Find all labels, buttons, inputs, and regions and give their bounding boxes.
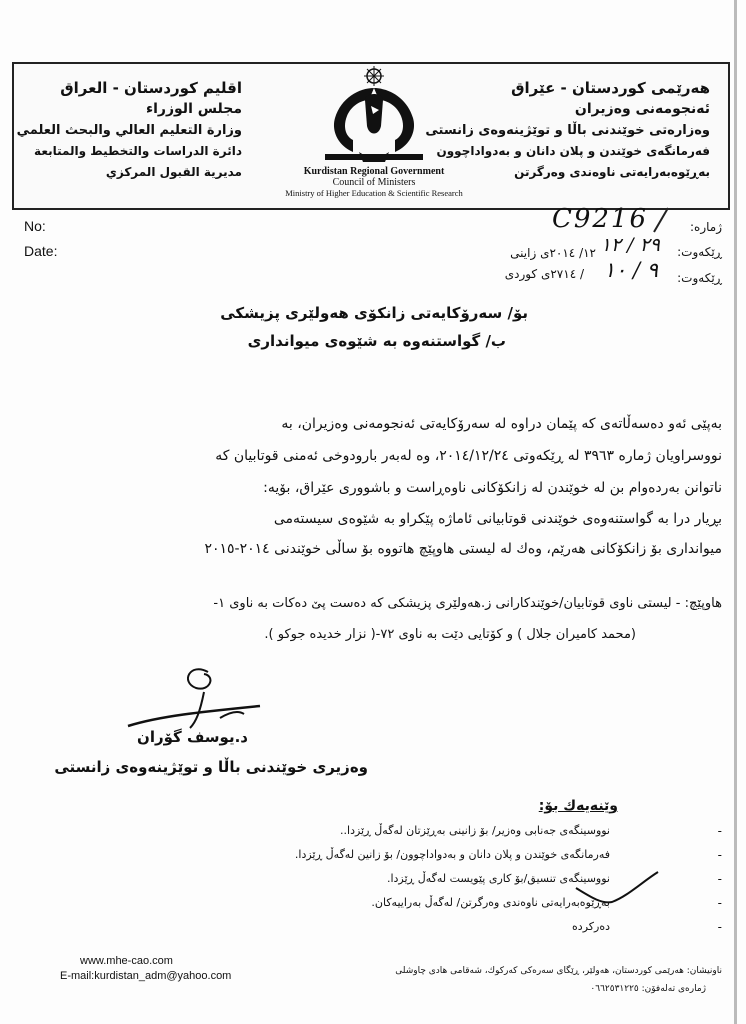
body-line: میوانداری بۆ زانکۆکانی هەرێم، وەك لە لیستی هاوپێچ هاتووە بۆ ساڵی خوێندنی ٢٠١٤-٢٠١٥: [204, 541, 722, 557]
body-line: ناتوانن بەردەوام بن لە خوێندن لە زانکۆکانی ناوەڕاست و باشووری عێراق، بۆیە:: [263, 480, 722, 496]
slash-mark-icon: [650, 206, 672, 234]
signatory-name: د.یوسف گۆران: [137, 728, 248, 746]
letterhead-line: هەرێمی کوردستان - عێراق: [511, 79, 710, 97]
letterhead-line: وەزارەتی خوێندنی باڵا و توێژینەوەی زانستی: [425, 123, 710, 138]
cc-item: نووسینگەی تنسیق/بۆ کاری پێویست لەگەڵ ڕێزدا.: [386, 872, 610, 885]
letterhead-line: دائرة الدراسات والتخطيط والمتابعة: [34, 144, 242, 158]
cc-item: فەرمانگەی خوێندن و پلان دانان و بەدواداچوون/ بۆ زانین لەگەڵ ڕێزدا.: [294, 848, 610, 861]
date-label: Date:: [24, 243, 58, 259]
scan-edge-line: [734, 0, 737, 1024]
letterhead: [12, 62, 730, 210]
footer-email: E-mail:kurdistan_adm@yahoo.com: [60, 970, 232, 982]
krg-seal: [284, 66, 464, 208]
cc-dash: -: [717, 896, 722, 910]
handwritten-date1: ٢٩ / ١٢: [600, 234, 660, 256]
no-label: No:: [24, 218, 46, 234]
footer-phone: ژمارەی تەلەفۆن: ٠٦٦٢٥٣١٢٢٥: [590, 984, 706, 994]
letterhead-line: مديرية القبول المركزي: [105, 165, 242, 179]
cc-dash: -: [717, 920, 722, 934]
letterhead-line: اقليم كوردستان - العراق: [60, 79, 242, 97]
date1-label: ڕێکەوت:: [677, 245, 722, 259]
date1-value: ١٢/ ٢٠١٤ی زاینی: [510, 246, 596, 260]
eagle-emblem-icon: [319, 66, 429, 166]
date2-value: / ٢٧١٤ی کوردی: [504, 267, 584, 281]
cc-item: نووسینگەی جەنابی وەزیر/ بۆ زانینی بەڕێزتان لەگەڵ ڕێزدا..: [340, 824, 610, 837]
letterhead-kurdish: [425, 78, 710, 183]
letterhead-line: ئەنجومەنی وەزیران: [574, 101, 710, 117]
cc-item: بەڕێوەبەرایەتی ناوەندی وەرگرتن/ لەگەڵ بەراییەکان.: [371, 896, 610, 909]
letterhead-line: فەرمانگەی خوێندن و پلان دانان و بەدواداچوون: [436, 144, 710, 158]
body-line: نووسراویان ژمارە ٣٩٦٣ لە ڕێکەوتی ٢٠١٤/١٢/٢٤، وە لەبەر بارودوخی ئەمنی قوتابیان کە: [215, 448, 722, 464]
footer-address: ناونیشان: هەرێمی کوردستان، هەولێر، ڕێگای سەرەکی کەرکوك، شەقامی هادی چاوشلی: [395, 966, 722, 976]
letterhead-line: بەڕێوەبەرایەتی ناوەندی وەرگرتن: [514, 165, 710, 179]
handwritten-date2: ٩ / ١٠: [603, 258, 658, 282]
handwritten-number: C9216: [551, 204, 648, 234]
cc-item: دەرکردە: [572, 920, 610, 933]
letterhead-arabic: [16, 78, 242, 183]
body-line: بڕیار درا بە گواستنەوەی خوێندنی قوتابیانی ئاماژە پێکراو بە شێوەی سیستەمی: [273, 511, 722, 527]
handwritten-tick-mark: [572, 868, 662, 908]
attachment-line: (محمد کامیران جلال ) و کۆتایی دێت بە ناوی ٧٢-( نزار خدیدە جوکو ).: [264, 627, 636, 642]
footer-website: www.mhe-cao.com: [80, 955, 173, 967]
body-line: بەپێی ئەو دەسەڵاتەی کە پێمان دراوە لە سەرۆکایەتی ئەنجومەنی وەزیران، بە: [281, 416, 722, 432]
letterhead-line: وزارة التعليم العالي والبحث العلمي: [16, 123, 242, 138]
seal-text: Ministry of Higher Education & Scientific Research: [285, 188, 463, 198]
subject-line: ب/ گواستنەوە بە شێوەی میوانداری: [247, 332, 506, 350]
cc-dash: -: [717, 872, 722, 886]
date2-label: ڕێکەوت:: [677, 271, 722, 285]
cc-dash: -: [717, 824, 722, 838]
cc-title: وێنەیەك بۆ:: [538, 798, 618, 814]
cc-dash: -: [717, 848, 722, 862]
signatory-title: وەزیری خوێندنی باڵا و توێژینەوەی زانستی: [54, 758, 368, 776]
letterhead-line: مجلس الوزراء: [145, 101, 242, 117]
number-label: ژمارە:: [689, 220, 722, 234]
seal-text: Kurdistan Regional Government: [303, 166, 445, 177]
attachment-line: هاوپێچ: - لیستی ناوی قوتابیان/خوێندکارانی ز.هەولێری پزیشکی کە دەست پێ دەکات بە ناوی ١-: [213, 596, 722, 611]
seal-text: Council of Ministers: [332, 177, 416, 188]
recipient-line: بۆ/ سەرۆکایەتی زانکۆی هەولێری پزیشکی: [220, 304, 528, 322]
